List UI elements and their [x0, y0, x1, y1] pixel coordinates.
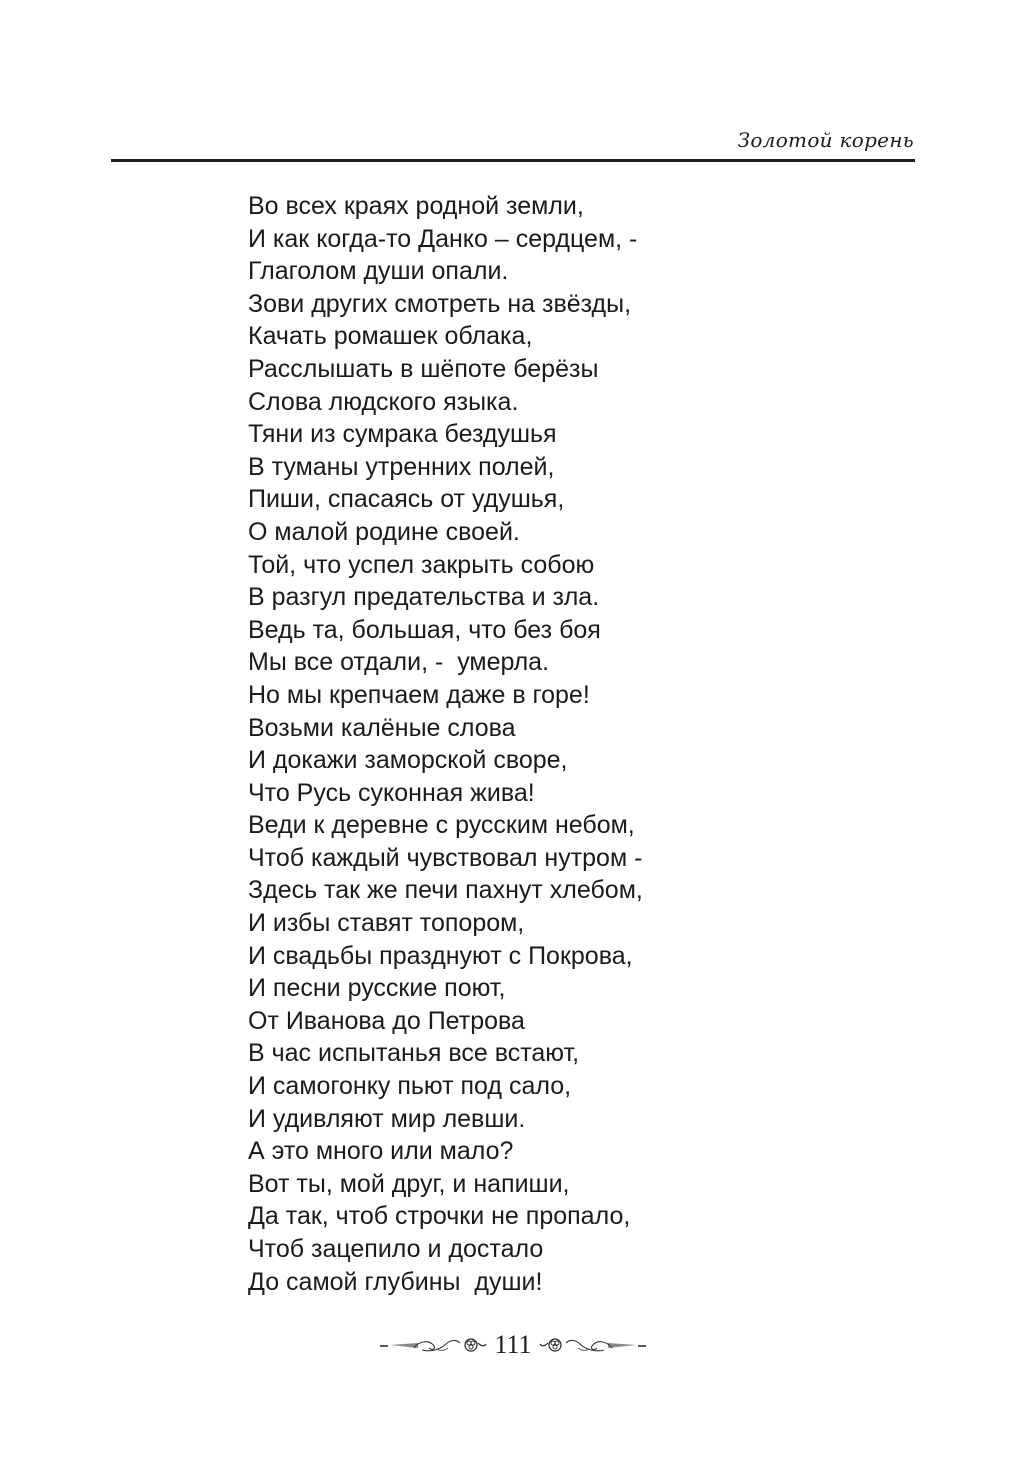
poem-line: Во всех краях родной земли,: [248, 192, 584, 220]
poem-line: Качать ромашек облака,: [248, 322, 533, 351]
poem-line: И избы ставят топором,: [248, 909, 525, 938]
poem-line: Здесь так же печи пахнут хлебом,: [248, 876, 643, 905]
poem-line: Веди к деревне с русским небом,: [248, 811, 635, 840]
poem-line: От Иванова до Петрова: [248, 1006, 525, 1035]
poem-line: Той, что успел закрыть собою: [248, 550, 595, 579]
poem-line: Мы все отдали, - умерла.: [248, 648, 550, 677]
poem-line: Вот ты, мой друг, и напиши,: [248, 1169, 570, 1198]
poem-line: В час испытанья все встают,: [248, 1039, 580, 1068]
poem-line: Чтоб зацепило и достало: [248, 1235, 544, 1263]
poem-line: В туманы утренних полей,: [248, 452, 555, 481]
floral-flourish-right-icon: [538, 1334, 648, 1356]
poem-line: А это много или мало?: [248, 1137, 514, 1166]
poem-line: И удивляют мир левши.: [248, 1104, 526, 1133]
poem-line: Пиши, спасаясь от удушья,: [248, 485, 565, 514]
poem-line: О малой родине своей.: [248, 517, 520, 546]
running-head-title: Золотой корень: [737, 128, 914, 152]
poem-line: Что Русь суконная жива!: [248, 778, 535, 807]
poem-line: И свадьбы празднуют с Покрова,: [248, 941, 633, 970]
poem-body: [248, 190, 643, 1298]
poem-line: Возьми калёные слова: [248, 713, 516, 742]
poem-line: Но мы крепчаем даже в горе!: [248, 680, 590, 709]
poem-line: И самогонку пьют под сало,: [248, 1072, 572, 1101]
poem-line: Слова людского языка.: [248, 387, 519, 416]
header-rule: [111, 159, 915, 162]
page-number: 111: [494, 1330, 532, 1359]
poem-line: И докажи заморской своре,: [248, 746, 568, 775]
floral-flourish-left-icon: [378, 1334, 488, 1356]
poem-line: Тяни из сумрака бездушья: [248, 420, 557, 449]
poem-line: Чтоб каждый чувствовал нутром -: [248, 843, 643, 872]
poem-line: Ведь та, большая, что без боя: [248, 615, 601, 644]
poem-line: В разгул предательства и зла.: [248, 583, 600, 612]
page-footer: [0, 1330, 1026, 1360]
poem-line: Да так, чтоб строчки не пропало,: [248, 1202, 631, 1231]
poem-line: И как когда-то Данко – сердцем, -: [248, 224, 638, 253]
poem-line: Расслышать в шёпоте берёзы: [248, 354, 599, 383]
poem-line: И песни русские поют,: [248, 974, 506, 1003]
poem-line: Глаголом души опали.: [248, 257, 509, 286]
poem-line: Зови других смотреть на звёзды,: [248, 289, 632, 318]
poem-line: До самой глубины души!: [248, 1267, 543, 1296]
